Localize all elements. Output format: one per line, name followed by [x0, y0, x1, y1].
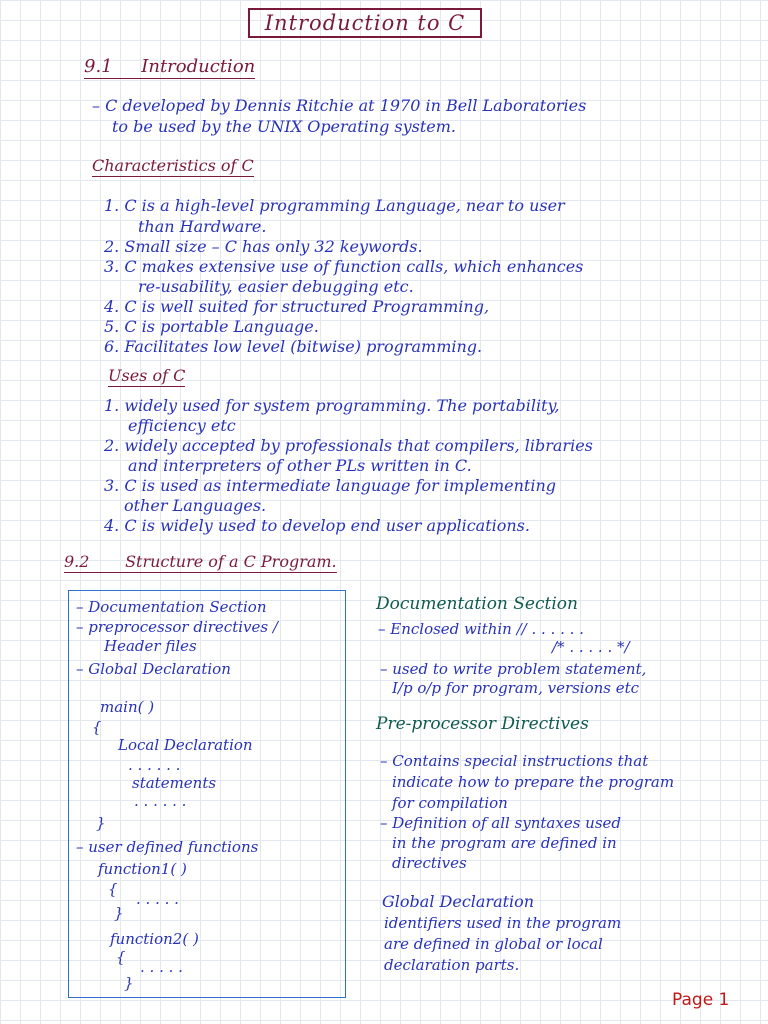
section-1-number: 9.1	[84, 56, 113, 77]
uses-line: and interpreters of other PLs written in C.	[128, 456, 472, 475]
characteristics-line: 5. C is portable Language.	[104, 317, 319, 336]
structure-line: . . . . . .	[134, 792, 187, 810]
preprocessor-line: for compilation	[392, 794, 508, 812]
intro-line: – C developed by Dennis Ritchie at 1970 in Bell Laboratories	[92, 96, 587, 115]
characteristics-heading: Characteristics of C	[92, 156, 254, 175]
characteristics-line: 3. C makes extensive use of function calls, which enhances	[104, 257, 584, 276]
section-2-title: Structure of a C Program.	[125, 552, 337, 571]
structure-line: }	[124, 974, 134, 992]
page-title: Introduction to C	[248, 8, 482, 38]
uses-line: 4. C is widely used to develop end user applications.	[104, 516, 530, 535]
preprocessor-heading: Pre-processor Directives	[376, 714, 589, 734]
section-2-number: 9.2	[64, 552, 90, 571]
structure-line: . . . . .	[140, 958, 183, 976]
documentation-heading: Documentation Section	[376, 594, 578, 614]
global-line: are defined in global or local	[384, 935, 603, 953]
preprocessor-line: – Definition of all syntaxes used	[380, 814, 622, 832]
documentation-line: – used to write problem statement,	[380, 660, 647, 678]
characteristics-line: 1. C is a high-level programming Language, near to user	[104, 196, 565, 215]
structure-line: – preprocessor directives /	[76, 618, 278, 636]
preprocessor-line: indicate how to prepare the program	[392, 773, 675, 791]
section-1-title: Introduction	[141, 56, 256, 77]
global-line: declaration parts.	[384, 956, 520, 974]
structure-line: . . . . .	[136, 890, 179, 908]
uses-line: 3. C is used as intermediate language for implementing	[104, 476, 557, 495]
structure-line: Local Declaration	[118, 736, 253, 754]
structure-line: – Documentation Section	[76, 598, 267, 616]
characteristics-line: 4. C is well suited for structured Programming,	[104, 297, 490, 316]
section-2-heading	[64, 552, 337, 573]
documentation-line: – Enclosed within // . . . . . .	[378, 620, 584, 638]
global-heading: Global Declaration	[382, 892, 535, 911]
structure-line: {	[92, 718, 102, 736]
structure-line: function1( )	[98, 860, 187, 878]
characteristics-line: 6. Facilitates low level (bitwise) programming.	[104, 337, 483, 356]
uses-heading: Uses of C	[108, 366, 186, 385]
structure-line: {	[116, 948, 126, 966]
section-1-heading	[84, 56, 255, 79]
structure-line: {	[108, 880, 118, 898]
page-number: Page 1	[672, 990, 730, 1010]
preprocessor-line: – Contains special instructions that	[380, 752, 649, 770]
structure-line: – Global Declaration	[76, 660, 231, 678]
structure-line: Header files	[104, 637, 197, 655]
intro-line: to be used by the UNIX Operating system.	[112, 117, 457, 136]
global-line: identifiers used in the program	[384, 914, 622, 932]
structure-line: – user defined functions	[76, 838, 259, 856]
structure-line: function2( )	[110, 930, 199, 948]
structure-line: . . . . . .	[128, 756, 181, 774]
uses-line: 1. widely used for system programming. The portability,	[104, 396, 560, 415]
structure-line: }	[96, 814, 106, 832]
characteristics-line: than Hardware.	[138, 217, 267, 236]
structure-line: }	[114, 904, 124, 922]
uses-line: 2. widely accepted by professionals that compilers, libraries	[104, 436, 593, 455]
uses-line: efficiency etc	[128, 416, 236, 435]
characteristics-line: 2. Small size – C has only 32 keywords.	[104, 237, 423, 256]
documentation-line: I/p o/p for program, versions etc	[392, 679, 640, 697]
preprocessor-line: in the program are defined in	[392, 834, 617, 852]
documentation-line: /* . . . . . */	[552, 638, 630, 656]
preprocessor-line: directives	[392, 854, 467, 872]
characteristics-line: re-usability, easier debugging etc.	[138, 277, 414, 296]
structure-line: main( )	[100, 698, 155, 716]
structure-line: statements	[132, 774, 217, 792]
uses-line: other Languages.	[124, 496, 267, 515]
